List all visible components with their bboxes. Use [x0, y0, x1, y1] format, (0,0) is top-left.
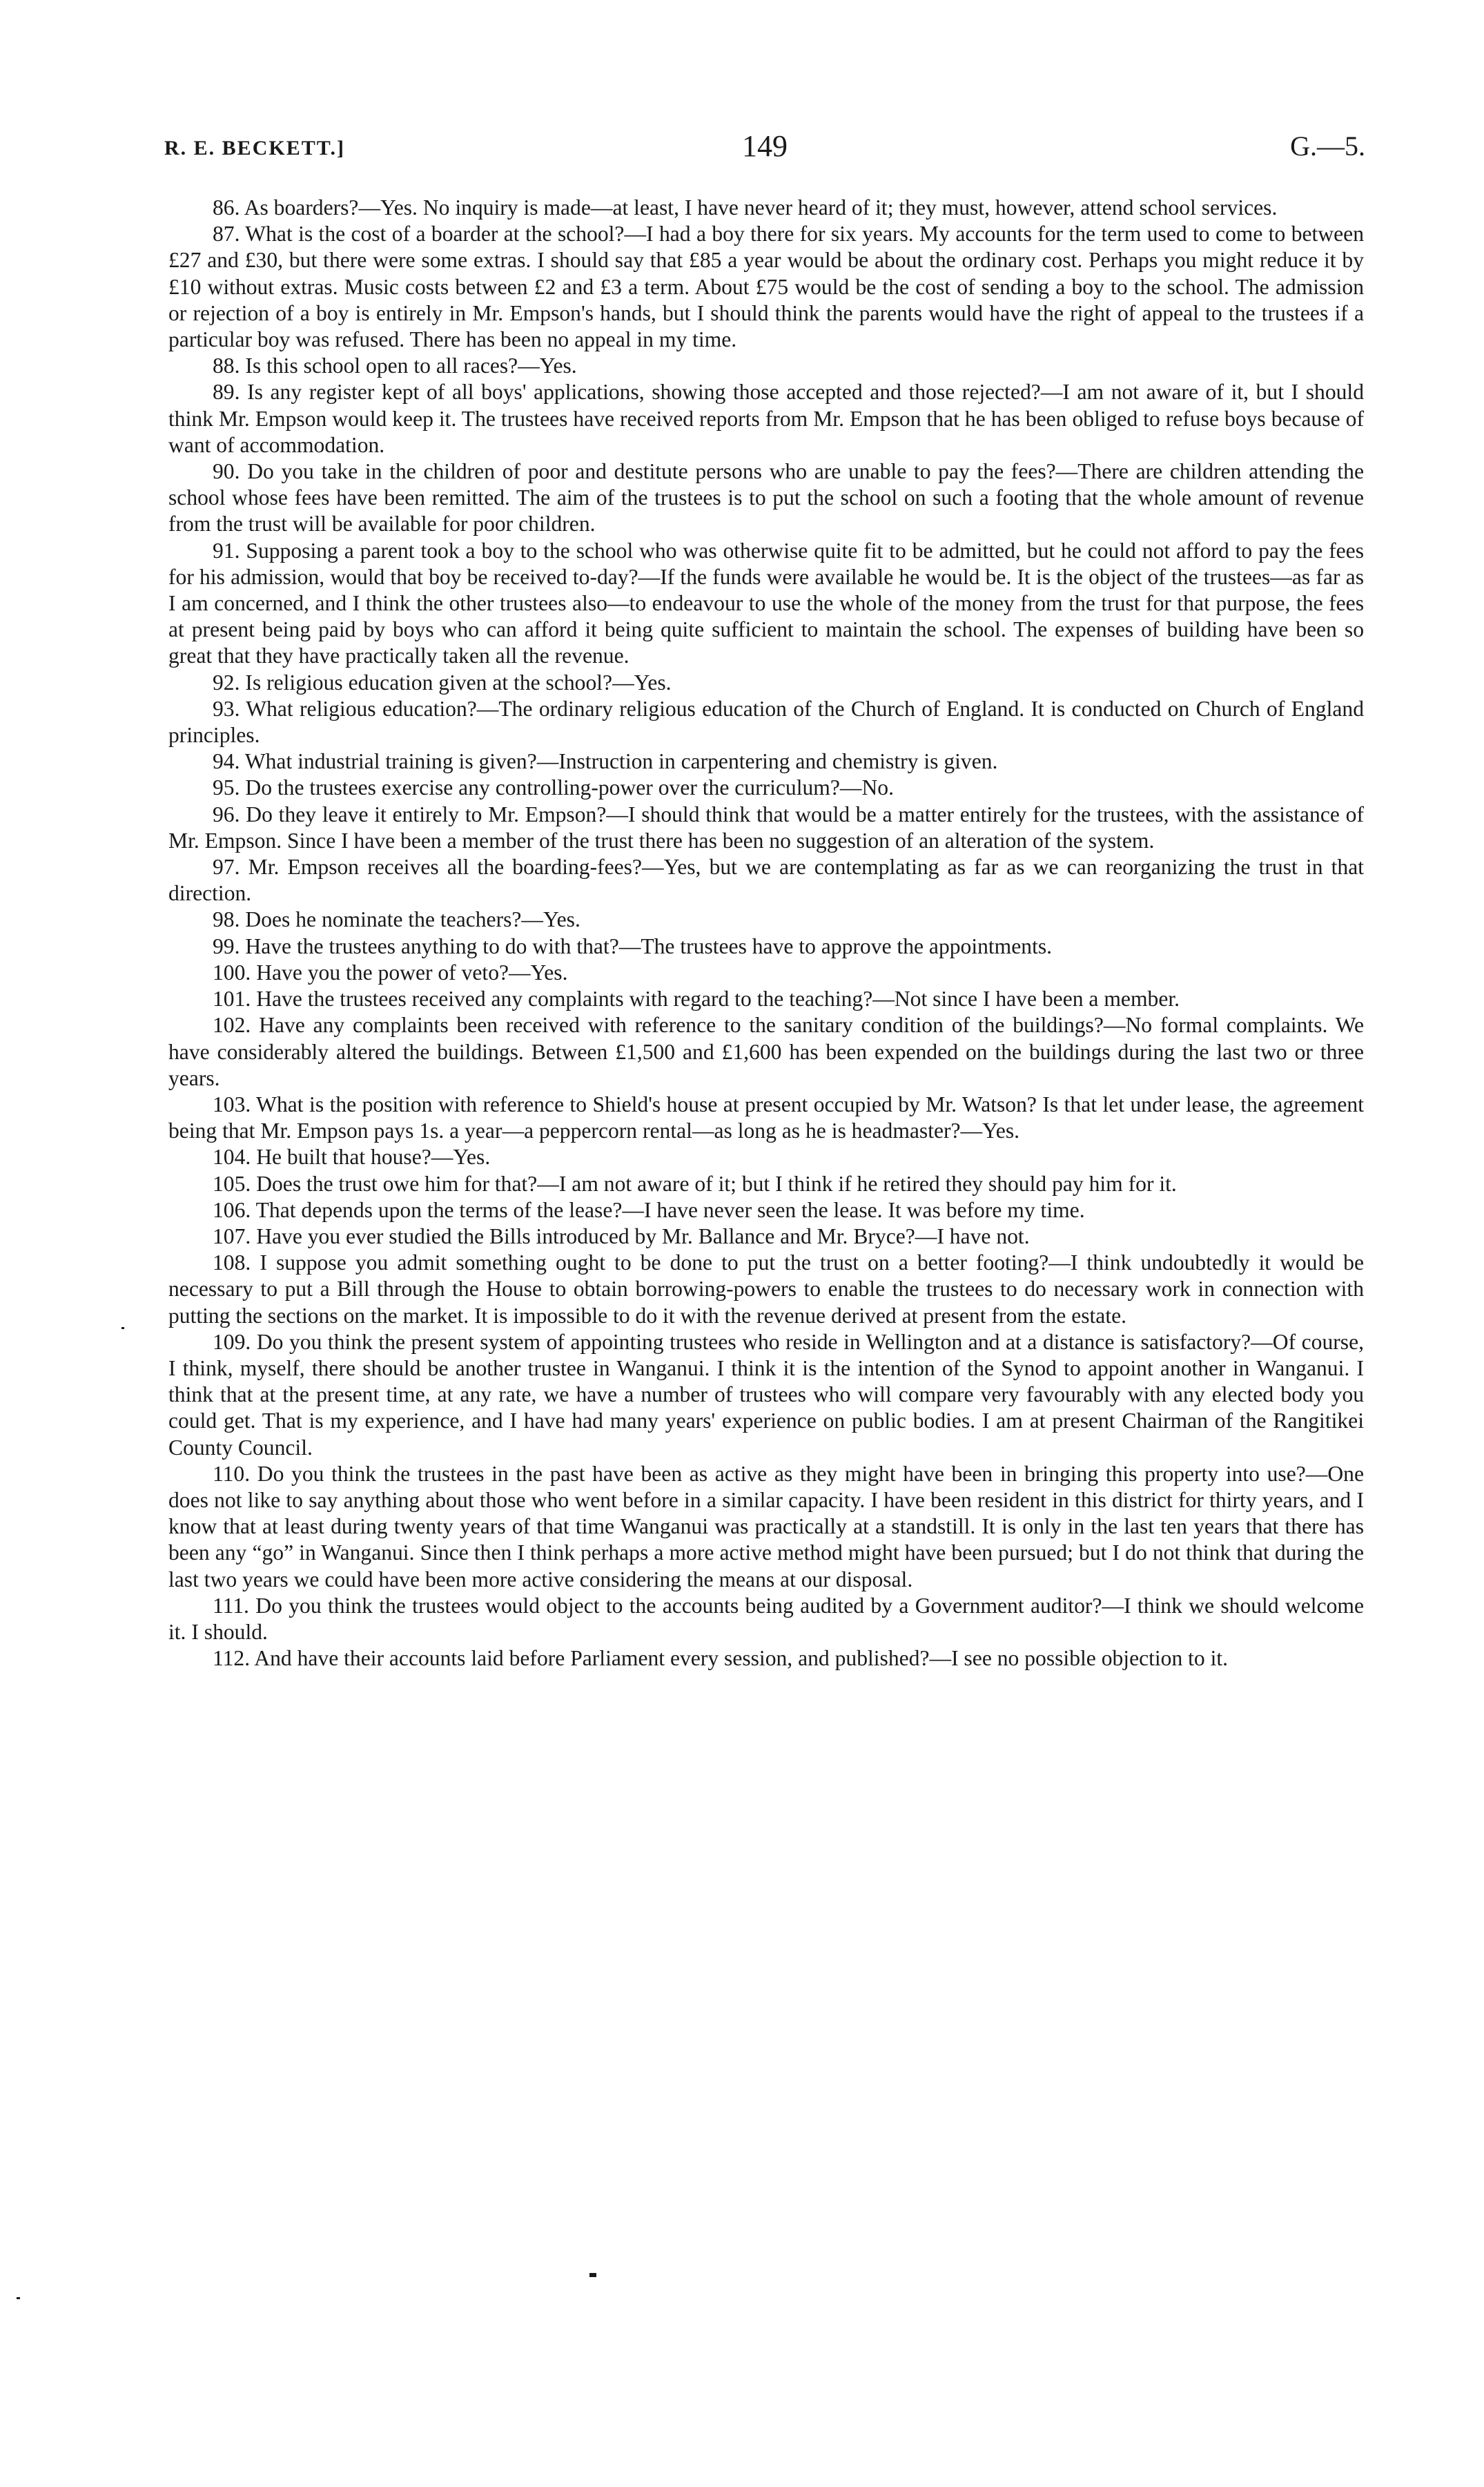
print-mark [589, 2273, 596, 2277]
paragraph-99: 99. Have the trustees anything to do with that?—The trustees have to approve the appointments. [213, 933, 1053, 958]
page-body [168, 195, 1364, 1672]
paragraph-89: 89. Is any register kept of all boys' applications, showing those accepted and those rejected?—I am not aware of it, but I should think Mr. Empson would keep it. The trustees have received reports from Mr. Empson that he has been obliged to refuse boys because of want of accommodation. [168, 380, 1364, 457]
scan-speck [121, 1327, 124, 1329]
paragraph-87: 87. What is the cost of a boarder at the school?—I had a boy there for six years. My accounts for the term used to come to between £27 and £30, but there were some extras. I should say that £85 a year would be about the ordinary cost. Perhaps you might reduce it by £10 without extras. Music costs between £2 and £3 a term. About £75 would be the cost of sending a boy to the school. The admission or rejection of a boy is entirely in Mr. Empson's hands, but I should think the parents would have the right of appeal to the trustees if a particular boy was refused. There has been no appeal in my time. [168, 222, 1364, 352]
document-reference: G.—5. [1290, 130, 1365, 162]
paragraph-101: 101. Have the trustees received any complaints with regard to the teaching?—Not since I have been a member. [213, 987, 1180, 1012]
scan-speck [17, 2297, 20, 2299]
paragraph-93: 93. What religious education?—The ordinary religious education of the Church of England. It is conducted on Church of England principles. [168, 696, 1364, 748]
paragraph-91: 91. Supposing a parent took a boy to the school who was otherwise quite fit to be admitted, but he could not afford to pay the fees for his admission, would that boy be received to-day?—If the funds were available he would be. It is the object of the trustees—as far as I am concerned, and I think the other trustees also—to endeavour to use the whole of the money from the trust for that purpose, the fees at present being paid by boys who can afford it being quite sufficient to maintain the school. The expenses of building have been so great that they have practically taken all the revenue. [168, 538, 1364, 668]
paragraph-98: 98. Does he nominate the teachers?—Yes. [213, 907, 580, 932]
paragraph-105: 105. Does the trust owe him for that?—I am not aware of it; but I think if he retired they should pay him for it. [213, 1171, 1177, 1196]
paragraph-100: 100. Have you the power of veto?—Yes. [213, 960, 568, 985]
paragraph-104: 104. He built that house?—Yes. [213, 1145, 491, 1170]
paragraph-102: 102. Have any complaints been received with reference to the sanitary condition of the buildings?—No formal complaints. We have considerably altered the buildings. Between £1,500 and £1,600 has been expended on the buildings during the last two or three years. [168, 1013, 1364, 1090]
paragraph-96: 96. Do they leave it entirely to Mr. Empson?—I should think that would be a matter entirely for the trustees, with the assistance of Mr. Empson. Since I have been a member of the trust there has been no suggestion of an alteration of the system. [168, 802, 1364, 853]
paragraph-106: 106. That depends upon the terms of the lease?—I have never seen the lease. It was before my time. [213, 1197, 1085, 1222]
paragraph-97: 97. Mr. Empson receives all the boarding-fees?—Yes, but we are contemplating as far as we can reorganizing the trust in that direction. [168, 855, 1364, 906]
paragraph-109: 109. Do you think the present system of appointing trustees who reside in Wellington and at a distance is satisfactory?—Of course, I think, myself, there should be another trustee in Wanganui. I think it is the intention of the Synod to appoint another in Wanganui. I think that at the present time, at any rate, we have a number of trustees who will compare very favourably with any elected body you could get. That is my experience, and I have had many years' experience on public bodies. I am at present Chairman of the Rangitikei County Council. [168, 1329, 1364, 1460]
paragraph-95: 95. Do the trustees exercise any controlling-power over the curriculum?—No. [213, 775, 894, 800]
paragraph-111: 111. Do you think the trustees would object to the accounts being audited by a Government auditor?—I think we should welcome it. I should. [168, 1593, 1364, 1644]
page-number: 149 [742, 129, 788, 163]
paragraph-88: 88. Is this school open to all races?—Yes. [213, 354, 577, 378]
paragraph-86: 86. As boarders?—Yes. No inquiry is made—at least, I have never heard of it; they must, however, attend school services. [213, 195, 1278, 220]
paragraph-90: 90. Do you take in the children of poor and destitute persons who are unable to pay the fees?—There are children attending the school whose fees have been remitted. The aim of the trustees is to put the school on such a footing that the whole amount of revenue from the trust will be available for poor children. [168, 459, 1364, 536]
paragraph-103: 103. What is the position with reference to Shield's house at present occupied by Mr. Watson? Is that let under lease, the agreement being that Mr. Empson pays 1s. a year—a peppercorn rental—as long as he is headmaster?—Yes. [168, 1092, 1364, 1143]
paragraph-94: 94. What industrial training is given?—Instruction in carpentering and chemistry is given. [213, 749, 998, 774]
paragraph-107: 107. Have you ever studied the Bills introduced by Mr. Ballance and Mr. Bryce?—I have not. [213, 1223, 1030, 1248]
paragraph-110: 110. Do you think the trustees in the past have been as active as they might have been in bringing this property into use?—One does not like to say anything about those who went before in a similar capacity. I have been resident in this district for thirty years, and I know that at least during twenty years of that time Wanganui was practically at a standstill. It is only in the last ten years that there has been any “go” in Wanganui. Since then I think perhaps a more active method might have been pursued; but I do not think that during the last two years we could have been more active considering the means at our disposal. [168, 1461, 1364, 1591]
paragraph-92: 92. Is religious education given at the school?—Yes. [213, 670, 672, 695]
paragraph-108: 108. I suppose you admit something ought to be done to put the trust on a better footing?—I think undoubtedly it would be necessary to put a Bill through the House to obtain borrowing-powers to enable the trustees to do necessary work in connection with putting the sections on the market. It is impossible to do it with the revenue derived at present from the estate. [168, 1250, 1364, 1328]
paragraph-112: 112. And have their accounts laid before Parliament every session, and published?—I see no possible objection to it. [213, 1646, 1229, 1671]
running-head: R. E. BECKETT.] [164, 137, 345, 159]
page-header [164, 128, 1365, 177]
